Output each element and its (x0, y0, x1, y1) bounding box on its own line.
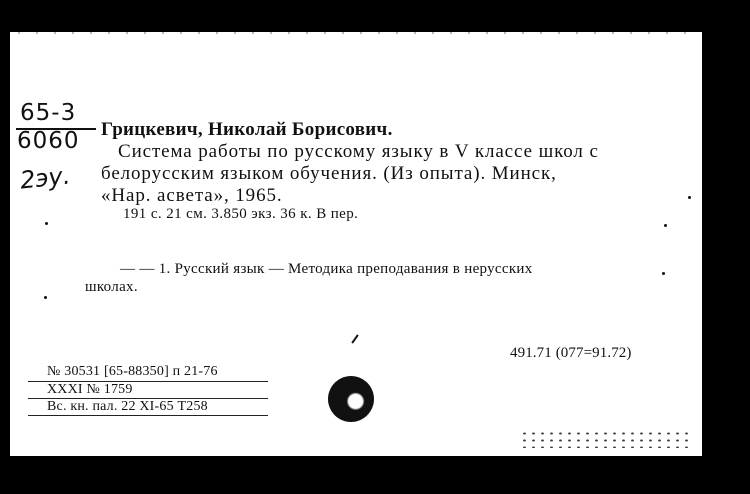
underline-rule (28, 415, 268, 416)
punch-hole (328, 376, 374, 422)
record-number: № 30531 [65-88350] п 21-76 (47, 364, 218, 379)
handwritten-mark: 2эу. (18, 161, 72, 195)
shelfmark-bottom: 6060 (17, 128, 80, 154)
udk-classification: 491.71 (077=91.72) (510, 345, 632, 361)
title-line-2: белорусским языком обучения. (Из опыта). Минск, (101, 163, 557, 184)
issue-line: Вс. кн. пал. 22 XI-65 Т258 (47, 399, 208, 414)
subject-heading-line-2: школах. (85, 279, 138, 295)
author-name: Грицкевич, Николай Борисович. (101, 119, 393, 140)
subject-heading-line-1: — — 1. Русский язык — Методика преподавания в нерусских (120, 261, 533, 277)
scan-speck (664, 224, 667, 227)
scan-speck (44, 296, 47, 299)
title-line-1: Система работы по русскому языку в V классе школ с (118, 141, 599, 162)
scan-noise-bottom (520, 430, 690, 448)
scan-speck (688, 196, 691, 199)
scan-border-right (702, 0, 750, 494)
series-number: XXXI № 1759 (47, 382, 133, 397)
scan-noise-top (10, 30, 700, 38)
scan-speck (45, 222, 48, 225)
physical-description: 191 с. 21 см. 3.850 экз. 36 к. В пер. (123, 206, 359, 222)
scan-speck (662, 272, 665, 275)
title-line-3: «Нар. асвета», 1965. (101, 185, 283, 206)
shelfmark-top: 65-3 (20, 100, 77, 126)
